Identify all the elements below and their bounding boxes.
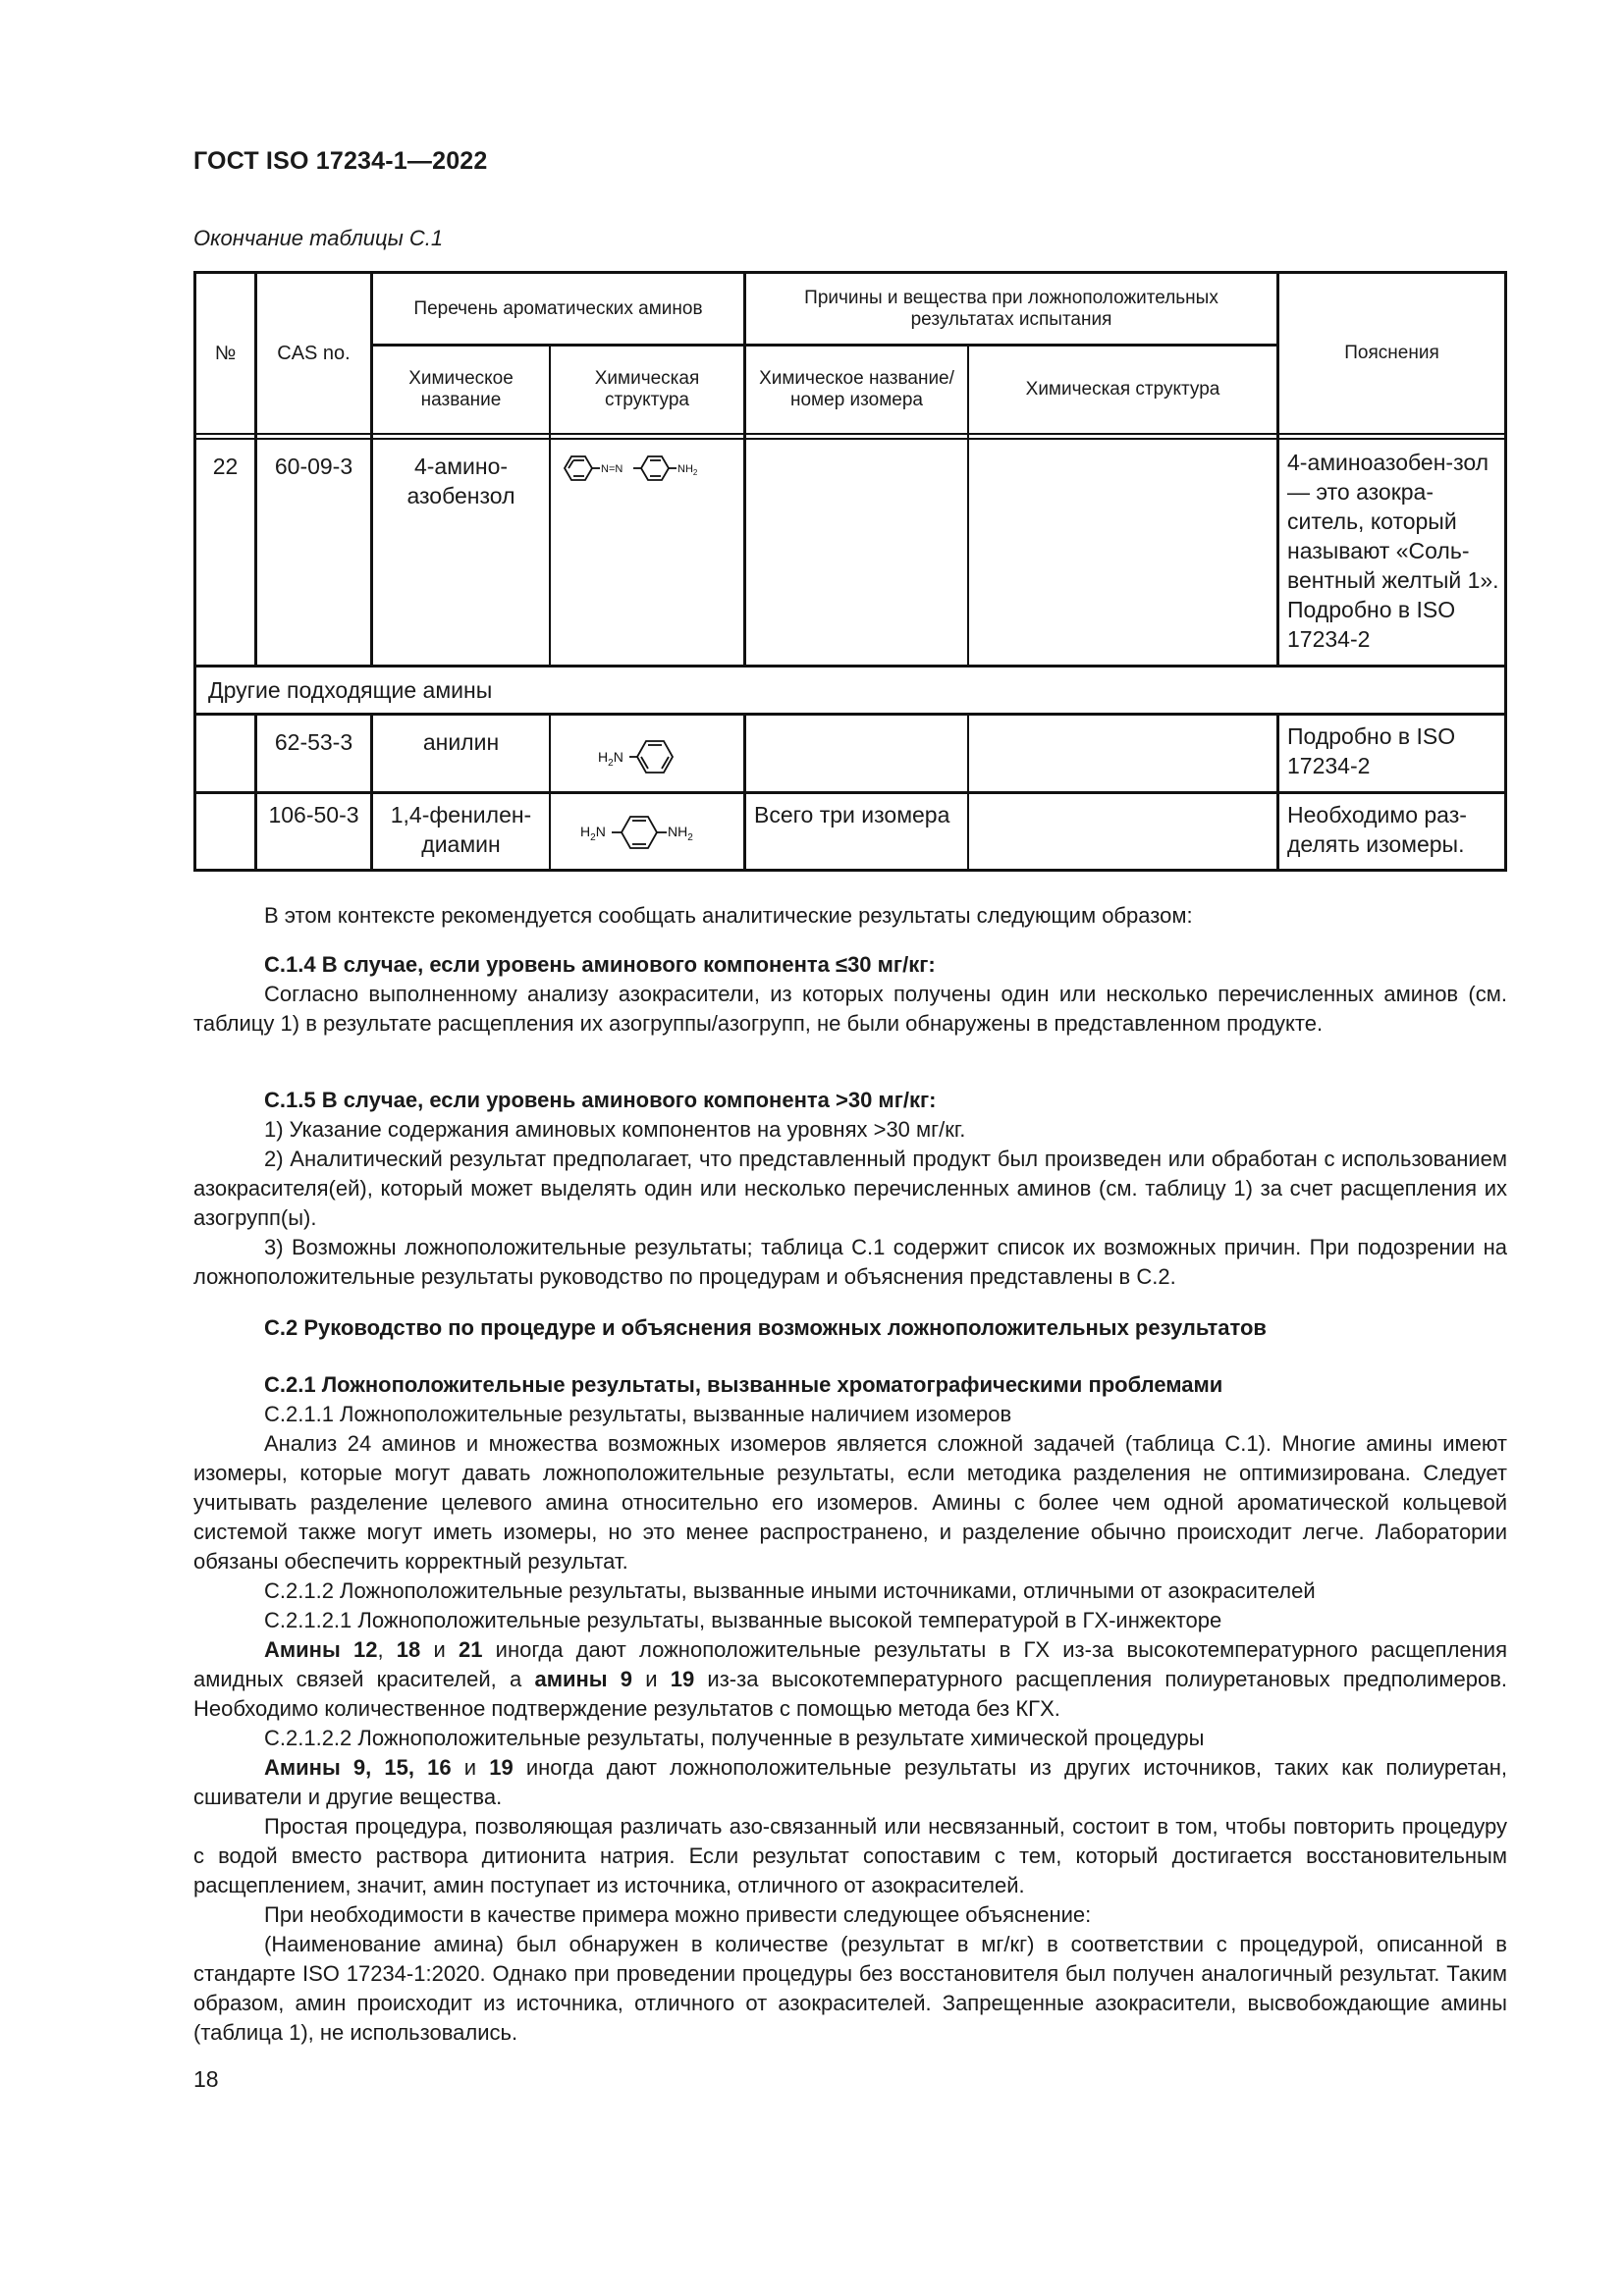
heading-c2-1-2-1: С.2.1.2.1 Ложноположительные результаты, вызванные высокой температурой в ГХ-инжекторе [264,1608,1222,1632]
aniline-no [196,716,254,727]
header-chemical-structure: Химическая структура [594,368,700,410]
aniline-isomer [746,716,967,791]
ppd-cas: 106-50-3 [268,802,359,828]
heading-c2-1: С.2.1 Ложноположительные результаты, вызванные хроматографическими проблемами [264,1372,1223,1397]
aniline-name: анилин [422,729,500,755]
c1-5-item-1: 1) Указание содержания аминовых компонентов на уровнях >30 мг/кг. [264,1117,966,1142]
table-border-bottom [193,869,1507,872]
bold-amines-12: Амины 12 [264,1637,378,1662]
text: и [451,1755,490,1780]
paragraph-example-intro: При необходимости в качестве примера можно привести следующее объяснение: [264,1902,1092,1927]
header-isomer-name: Химическое название/номер изомера [759,368,954,410]
paragraph-procedure: Простая процедура, позволяющая различать азо-связанный или несвязанный, состоит в том, чтобы повторить процедуру с водой вместо раствора дитионита натрия. Если результат сопоставим с тем, который достигается восстановительным расщеплением, значит, амин поступает из источника, отличного от азокрасителей. [193,1814,1507,1897]
page-number: 18 [193,2066,219,2092]
row22-notes [1279,440,1504,654]
header-isomer-structure: Химическая структура [1025,379,1220,400]
row22-notes-text: 4-аминоазобен-зол — это азокра-ситель, который называют «Соль-вентный желтый 1». Подробно в ISO 17234-2 [1287,450,1499,652]
row22-isomer [746,440,967,665]
paragraph-c2-1-1: Анализ 24 аминов и множества возможных изомеров является сложной задачей (таблица С.1). Многие амины имеют изомеры, которые могут давать ложноположительные результаты, если методика разделения не оптимизирована. Следует учитывать разделение целевого амина относительно его изомеров. Амины с более чем одной ароматической кольцевой системой также могут иметь изомеры, но это менее распространено, и разделение обычно происходит легче. Лаборатории обязаны обеспечить корректный результат. [193,1431,1507,1574]
bold-amines-9: амины 9 [534,1667,633,1691]
table-caption: Окончание таблицы С.1 [193,226,444,250]
heading-c2-1-2-2: С.2.1.2.2 Ложноположительные результаты, полученные в результате химической процедуры [264,1726,1205,1750]
svg-text:H2N: $H_2N$ [598,749,623,769]
document-code: ГОСТ ISO 17234-1—2022 [193,147,488,175]
paragraph-example: (Наименование амина) был обнаружен в количестве (результат в мг/кг) в соответствии с процедурой, описанной в стандарте ISO 17234-1:2020. Однако при проведении процедуры без восстановителя был получен аналогичный результат. Таким образом, амин происходит из источника, отличного от азокрасителей. Запрещенные азокрасители, высвобождающие амины (таблица 1), не использовались. [193,1932,1507,2045]
bold-19: 19 [670,1667,695,1691]
header-cas: CAS no. [277,343,351,364]
row22-name: 4-амино-азобензол [406,454,515,508]
svg-text:NH2: $NH_2$ [668,824,693,843]
ppd-no [196,794,254,800]
p-phenylenediamine-structure-icon [578,809,726,852]
text: иногда дают ложноположительные результаты из других источников, таких как полиуретан, сшиватели и другие вещества. [193,1755,1507,1809]
text: иногда дают ложноположительные результаты в ГХ из-за высокотемпературного расщепления амидных связей красителей, а [193,1637,1507,1691]
azo-label: N=N [601,463,623,475]
header-false-positive-causes: Причины и вещества при ложноположительных результатах испытания [804,287,1218,330]
paragraph-c2-1-2-2 [193,1753,1507,1812]
intro-paragraph: В этом контексте рекомендуется сообщать аналитические результаты следующим образом: [264,903,1193,928]
heading-c2: С.2 Руководство по процедуре и объяснения возможных ложноположительных результатов [264,1315,1267,1340]
bold-amines-9-15-16: Амины 9, 15, 16 [264,1755,452,1780]
table-c1 [193,271,1507,871]
heading-c1-4: С.1.4 В случае, если уровень аминового компонента ≤30 мг/кг: [264,952,936,977]
text: и [420,1637,459,1662]
bold-18: 18 [396,1637,421,1662]
aniline-structure-icon [596,732,704,775]
header-aromatic-amines: Перечень ароматических аминов [413,297,703,319]
aniline-notes: Подробно в ISO 17234-2 [1287,723,1456,778]
bold-21: 21 [458,1637,483,1662]
row22-cas: 60-09-3 [274,454,353,479]
header-no: № [214,343,237,364]
aniline-cas: 62-53-3 [274,729,353,755]
header-notes: Пояснения [1344,343,1439,363]
row22-isomer-structure [969,440,1276,665]
table-border-right [1504,271,1507,871]
section-row-other-amines: Другие подходящие амины [208,677,493,703]
paragraph-c2-1-2-1 [193,1635,1507,1724]
heading-c2-1-1: С.2.1.1 Ложноположительные результаты, вызванные наличием изомеров [264,1402,1012,1426]
heading-c1-5: С.1.5 В случае, если уровень аминового компонента >30 мг/кг: [264,1088,937,1112]
text: и [632,1667,671,1691]
ppd-name: 1,4-фенилен-диамин [390,802,532,857]
paragraph-c1-4: Согласно выполненному анализу азокрасители, из которых получены один или несколько перечисленных аминов (см. таблицу 1) в результате расщепления их азогруппы/азогрупп, не были обнаружены в представленном продукте. [193,982,1507,1036]
heading-c2-1-2: С.2.1.2 Ложноположительные результаты, вызванные иными источниками, отличными от азокрасителей [264,1578,1316,1603]
text: из-за высокотемпературного расщепления полиуретановых предполимеров. Необходимо количественное подтверждение результатов с помощью метода без КГХ. [193,1667,1507,1721]
bold-19: 19 [489,1755,514,1780]
amine-label: $NH_2$ [677,463,698,477]
row22-no: 22 [212,454,239,479]
ppd-isomer: Всего три изомера [754,802,950,828]
header-bottom-line [193,433,1507,435]
c1-5-item-2: 2) Аналитический результат предполагает, что представленный продукт был произведен или обработан с использованием азокрасителя(ей), который может выделять один или несколько перечисленных аминов (см. таблицу 1) за счет расщепления их азогрупп(ы). [193,1147,1507,1230]
4-aminoazobenzene-structure-icon [557,452,733,485]
text: , [377,1637,397,1662]
svg-text:H2N: $H_2N$ [580,824,606,843]
header-chemical-name: Химическое название [408,368,514,410]
ppd-notes: Необходимо раз-делять изомеры. [1287,802,1467,857]
c1-5-item-3: 3) Возможны ложноположительные результаты; таблица С.1 содержит список их возможных причин. При подозрении на ложноположительные результаты руководство по процедурам и объяснения представлены в С.2. [193,1235,1507,1289]
